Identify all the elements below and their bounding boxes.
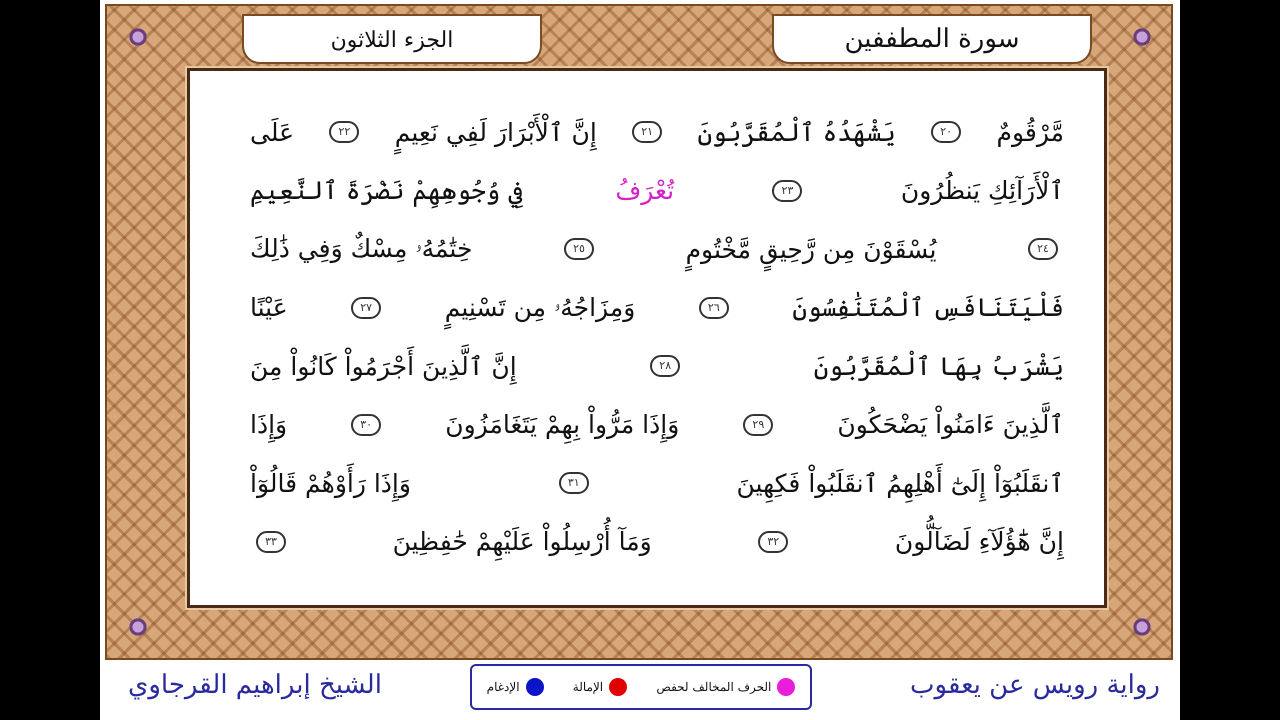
ayah-number: ٢٩: [743, 414, 773, 436]
ayah-number: ٢٦: [699, 297, 729, 319]
ornamental-frame: [105, 4, 1173, 660]
verse-line: [250, 454, 1064, 513]
ayah-number: ٢٧: [351, 297, 381, 319]
legend-item: [656, 678, 795, 696]
sheikh-name: الشيخ إبراهيم القرجاوي: [128, 670, 382, 700]
verse-text: خِتَٰمُهُۥ مِسْكٌ وَفِي ذَٰلِكَ: [250, 234, 473, 264]
verse-text: وَإِذَا: [250, 410, 288, 440]
ornament-icon: [1131, 26, 1153, 48]
riwaya-label: رواية رويس عن يعقوب: [910, 670, 1160, 700]
verse-text: وَإِذَا مَرُّواْ بِهِمْ يَتَغَامَزُونَ: [445, 410, 680, 440]
ayah-number: ٢٢: [329, 121, 359, 143]
color-legend: [470, 664, 812, 710]
verse-line: [250, 279, 1064, 338]
verse-text-highlight: تُعْرَفُ: [615, 176, 675, 206]
verse-line: [250, 103, 1064, 162]
juz-label: الجزء الثلاثون: [330, 28, 454, 53]
verse-lines: [250, 103, 1064, 571]
ayah-number: ٢٨: [650, 355, 680, 377]
ayah-number: ٣٠: [351, 414, 381, 436]
mushaf-page: [100, 0, 1180, 720]
ayah-number: ٢٠: [931, 121, 961, 143]
verse-text: عَلَى: [250, 117, 295, 147]
ornament-icon: [127, 26, 149, 48]
verse-text: يَشْهَدُهُ ٱلْمُقَرَّبُونَ: [697, 117, 896, 147]
dot-icon: [526, 678, 544, 696]
verse-text: ٱنقَلَبُوٓاْ إِلَىٰٓ أَهْلِهِمُ ٱنقَلَبُواْ فَكِهِينَ: [736, 468, 1064, 498]
dot-icon: [777, 678, 795, 696]
verse-line: [250, 162, 1064, 221]
legend-label: الحرف المخالف لحفص: [656, 680, 772, 694]
verse-text: مَّرْقُومٌ: [996, 117, 1064, 147]
verse-text: وَإِذَا رَأَوْهُمْ قَالُوٓاْ: [250, 468, 411, 498]
verse-text: إِنَّ ٱلْأَبْرَارَ لَفِي نَعِيمٍ: [394, 117, 597, 147]
ayah-number: ٢٣: [772, 180, 802, 202]
verse-text: ٱلْأَرَآئِكِ يَنظُرُونَ: [900, 176, 1064, 206]
ayah-number: ٣١: [559, 472, 589, 494]
verse-line: [250, 220, 1064, 279]
legend-label: الإمالة: [572, 680, 604, 694]
verse-text: وَمِزَاجُهُۥ مِن تَسْنِيمٍ: [444, 292, 636, 322]
verse-text: إِنَّ ٱلَّذِينَ أَجْرَمُواْ كَانُواْ مِنَ: [250, 351, 517, 381]
ayah-number: ٣٢: [758, 531, 788, 553]
ayah-number: ٢٥: [564, 238, 594, 260]
legend-item: [573, 678, 627, 696]
verse-line: [250, 337, 1064, 396]
ayah-number: ٣٣: [256, 531, 286, 553]
verse-text: فِي وُجُوهِهِمْ نَضْرَةَ ٱلنَّعِيمِ: [250, 176, 523, 206]
legend-label: الإدغام: [486, 680, 520, 694]
legend-item: [487, 678, 544, 696]
verse-text: إِنَّ هَٰٓؤُلَآءِ لَضَآلُّونَ: [894, 527, 1064, 557]
dot-icon: [609, 678, 627, 696]
verse-text-box: [187, 68, 1107, 608]
verse-text: فَلْيَتَنَافَسِ ٱلْمُتَنَٰفِسُونَ: [792, 293, 1064, 323]
ayah-number: ٢١: [632, 121, 662, 143]
ornament-icon: [127, 616, 149, 638]
verse-text: وَمَآ أُرْسِلُواْ عَلَيْهِمْ حَٰفِظِينَ: [392, 527, 652, 557]
juz-header: [242, 14, 542, 64]
verse-line: [250, 513, 1064, 572]
verse-text: يُسْقَوْنَ مِن رَّحِيقٍ مَّخْتُومٍ: [685, 234, 937, 264]
verse-text: ٱلَّذِينَ ءَامَنُواْ يَضْحَكُونَ: [837, 410, 1064, 440]
ayah-number: ٢٤: [1028, 238, 1058, 260]
verse-text: عَيْنًا: [250, 293, 288, 323]
verse-line: [250, 396, 1064, 455]
surah-header: [772, 14, 1092, 64]
verse-text: يَشْرَبُ بِهَا ٱلْمُقَرَّبُونَ: [813, 351, 1064, 381]
surah-label: سورة المطففين: [844, 24, 1020, 54]
ornament-icon: [1131, 616, 1153, 638]
